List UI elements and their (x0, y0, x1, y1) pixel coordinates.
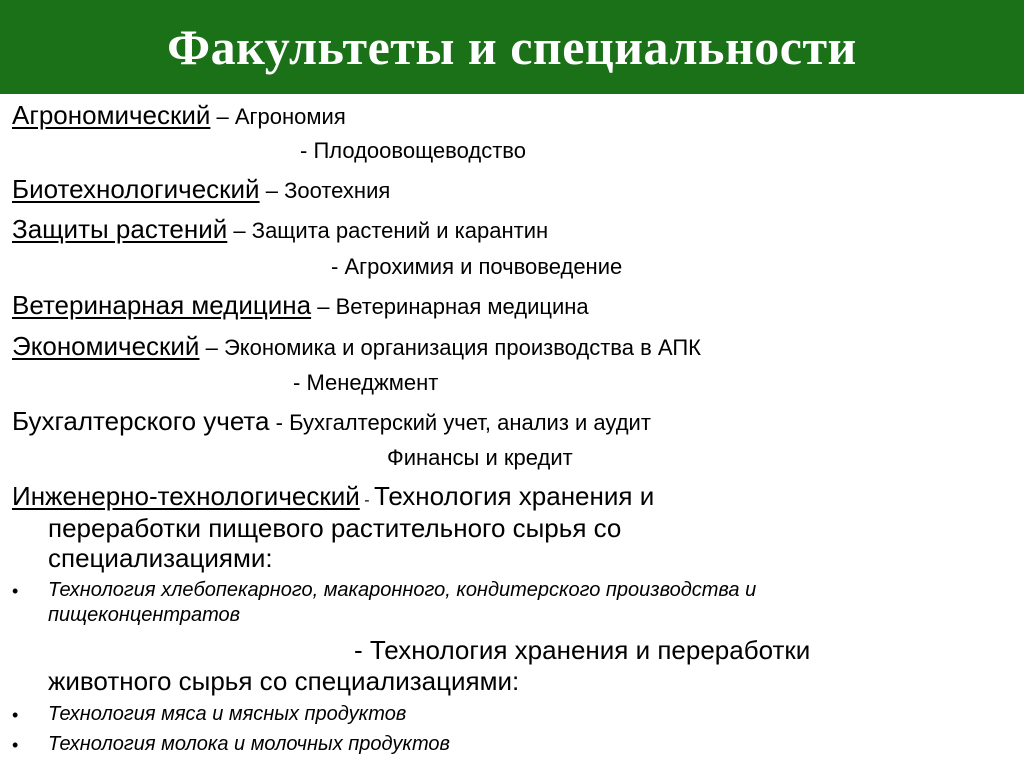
faculty-name: Бухгалтерского учета (12, 406, 270, 436)
specialization-item: Технология мяса и мясных продуктов (48, 703, 407, 725)
faculty-name: Агрономический (12, 100, 211, 130)
specialty-line: специализациями: (48, 543, 273, 573)
specialty-line: - Агрохимия и почвоведение (331, 254, 623, 279)
dash: – (311, 294, 336, 319)
specialization-item-cont: пищеконцентратов (48, 604, 241, 626)
faculty-name: Ветеринарная медицина (12, 290, 312, 320)
specialization-item: Технология хлебопекарного, макаронного, кондитерского производства и (48, 579, 757, 601)
specialty: Экономика и организация производства в АПК (223, 335, 701, 360)
faculty-row-agronomy (12, 102, 346, 128)
bullet-icon: • (12, 735, 19, 755)
dash: – (227, 218, 252, 243)
faculty-row-accounting (12, 408, 651, 434)
faculty-name: Биотехнологический (12, 174, 260, 204)
specialty: Ветеринарная медицина (335, 294, 589, 319)
dash: - (269, 410, 290, 435)
specialty-line: - Менеджмент (293, 370, 439, 395)
faculty-row-economics (12, 333, 701, 359)
title-bar (0, 0, 1024, 94)
specialty-line: Финансы и кредит (387, 445, 573, 470)
specialty-line: переработки пищевого растительного сырья со (48, 513, 622, 543)
dash: – (259, 178, 285, 203)
dash: – (210, 104, 235, 129)
specialty-line: - Плодоовощеводство (300, 138, 526, 163)
specialty: Бухгалтерский учет, анализ и аудит (289, 410, 651, 435)
specialty-line: - Технология хранения и переработки (354, 635, 811, 665)
page-title: Факультеты и специальности (167, 19, 857, 75)
faculty-name: Защиты растений (12, 214, 228, 244)
faculty-name: Экономический (12, 331, 200, 361)
specialty: Агрономия (234, 104, 346, 129)
specialty-line: животного сырья со специализациями: (48, 666, 520, 696)
dash: - (359, 492, 374, 509)
dash: – (199, 335, 224, 360)
faculty-row-plant-protection (12, 216, 548, 242)
bullet-icon: • (12, 705, 19, 725)
bullet-icon: • (12, 581, 19, 601)
specialty: Защита растений и карантин (251, 218, 549, 243)
faculty-row-engineering (12, 483, 654, 509)
faculty-row-veterinary (12, 292, 589, 318)
faculty-name: Инженерно-технологический (12, 481, 360, 511)
specialty: Зоотехния (284, 178, 391, 203)
specialization-item: Технология молока и молочных продуктов (48, 733, 450, 755)
specialty: Технология хранения и (373, 481, 655, 511)
faculty-row-biotech (12, 176, 390, 202)
